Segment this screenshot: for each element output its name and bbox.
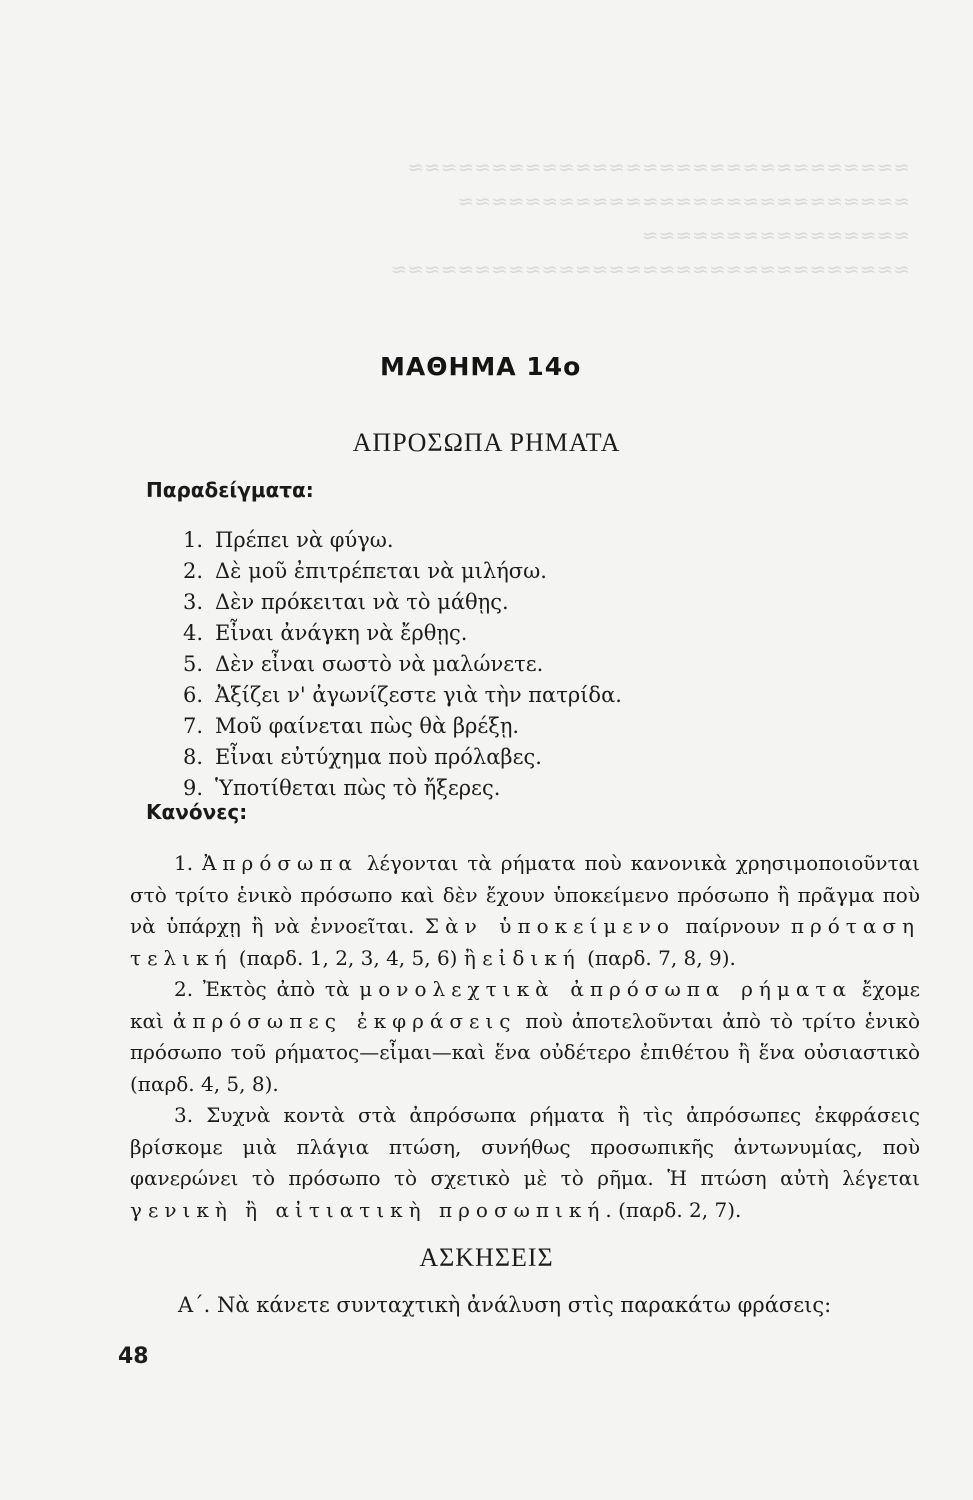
list-item <box>183 618 622 649</box>
item-number: 3. <box>183 590 204 614</box>
item-text: Δὲ μοῦ ἐπιτρέπεται νὰ μιλήσω. <box>215 559 547 583</box>
item-number: 1. <box>183 528 204 552</box>
spaced-term: εἰδική <box>482 945 581 970</box>
lesson-title: ΜΑΘΗΜΑ 14ο <box>380 352 582 381</box>
rule-text: (παρδ. 1, 2, 3, 4, 5, 6) ἢ <box>232 945 483 970</box>
rules-heading: Κανόνες: <box>146 800 248 824</box>
bleed-through-texture: ≈≈≈≈≈≈≈≈≈≈≈≈≈≈≈≈≈≈≈≈≈≈≈≈≈≈≈≈≈≈ ≈≈≈≈≈≈≈≈≈≈≈≈≈≈≈≈≈≈≈≈≈≈≈≈≈≈≈ ≈≈≈≈≈≈≈≈≈≈≈≈≈≈≈≈ ≈≈≈≈≈≈≈≈≈≈≈≈≈≈≈≈≈≈≈≈≈≈≈≈≈≈≈≈≈≈≈ <box>390 155 910 281</box>
rule-text: 1. <box>174 851 202 875</box>
spaced-term: Ἀπρόσωπα <box>201 851 358 875</box>
rule-text: ἔχομε καὶ <box>130 977 920 1033</box>
item-number: 7. <box>183 714 204 738</box>
exercises-heading: ΑΣΚΗΣΕΙΣ <box>419 1243 554 1272</box>
rule-1 <box>130 848 920 974</box>
examples-heading: Παραδείγματα: <box>146 478 314 502</box>
item-text: Ἀξίζει ν' ἀγωνίζεστε γιὰ τὴν πατρίδα. <box>215 683 622 707</box>
rule-2 <box>130 974 920 1100</box>
rule-text: παίρνουν <box>674 914 791 938</box>
item-number: 9. <box>183 776 204 800</box>
exercise-a: Α΄. Νὰ κάνετε συνταχτικὴ ἀνάλυση στὶς παρακάτω φράσεις: <box>178 1293 832 1317</box>
item-number: 6. <box>183 683 204 707</box>
rule-text: . (παρδ. 2, 7). <box>605 1197 742 1222</box>
item-number: 2. <box>183 559 204 583</box>
list-item <box>183 525 622 556</box>
list-item <box>183 680 622 711</box>
list-item <box>183 773 622 804</box>
rule-text: (παρδ. 7, 8, 9). <box>580 945 736 970</box>
rules-body <box>130 848 920 1226</box>
item-text: Εἶναι ἀνάγκη νὰ ἔρθῃς. <box>215 621 468 645</box>
item-text: Ὑποτίθεται πὼς τὸ ἤξερες. <box>215 776 501 800</box>
rule-3 <box>130 1100 920 1226</box>
rule-text: ποὺ ἀποτελοῦνται ἀπὸ τὸ τρίτο ἑνικὸ πρόσωπο τοῦ ρήματος—εἶμαι—καὶ ἕνα οὐδέτερο ἐπιθέτου ἢ ἕνα οὐσιαστικὸ (παρδ. 4, 5, 8). <box>130 1008 920 1096</box>
item-text: Δὲν πρόκειται νὰ τὸ μάθῃς. <box>215 590 509 614</box>
chapter-title: ΑΠΡΟΣΩΠΑ ΡΗΜΑΤΑ <box>352 428 621 457</box>
page-number: 48 <box>118 1344 149 1369</box>
item-number: 8. <box>183 745 204 769</box>
item-number: 5. <box>183 652 204 676</box>
list-item <box>183 711 622 742</box>
rule-text: 2. Ἐκτὸς ἀπὸ τὰ <box>174 977 360 1001</box>
list-item <box>183 742 622 773</box>
spaced-term: πρόταση τελική <box>130 914 920 970</box>
rule-text: 3. Συχνὰ κοντὰ στὰ ἀπρόσωπα ρήματα ἢ τὶς ἀπρόσωπες ἐκφράσεις βρίσκομε μιὰ πλάγια πτώση, συνήθως προσωπικῆς ἀντωνυμίας, ποὺ φανερώνει τὸ πρόσωπο τὸ σχετικὸ μὲ τὸ ρῆμα. Ἡ πτώση αὐτὴ λέγεται <box>130 1103 920 1190</box>
item-number: 4. <box>183 621 204 645</box>
spaced-term: ἀπρόσωπες ἐκφράσεις <box>172 1008 517 1033</box>
spaced-term: μονολεχτικὰ ἀπρόσωπα ρήματα <box>359 977 852 1001</box>
list-item <box>183 556 622 587</box>
list-item <box>183 587 622 618</box>
item-text: Πρέπει νὰ φύγω. <box>215 528 394 552</box>
examples-list <box>183 525 622 804</box>
item-text: Δὲν εἶναι σωστὸ νὰ μαλώνετε. <box>215 652 544 676</box>
item-text: Εἶναι εὐτύχημα ποὺ πρόλαβες. <box>215 745 542 769</box>
spaced-term: γενικὴ ἢ αἰτιατικὴ προσωπική <box>130 1197 606 1222</box>
item-text: Μοῦ φαίνεται πὼς θὰ βρέξῃ. <box>215 714 520 738</box>
list-item <box>183 649 622 680</box>
spaced-term: Σὰν ὑποκείμενο <box>424 914 675 938</box>
rule-text: λέγονται τὰ ρήματα ποὺ κανονικὰ χρησιμοποιοῦνται στὸ τρίτο ἑνικὸ πρόσωπο καὶ δὲν ἔχουν ὑποκείμενο πρόσωπο ἢ πρᾶγμα ποὺ νὰ ὑπάρχῃ ἢ νὰ ἐννοεῖται. <box>130 851 920 938</box>
